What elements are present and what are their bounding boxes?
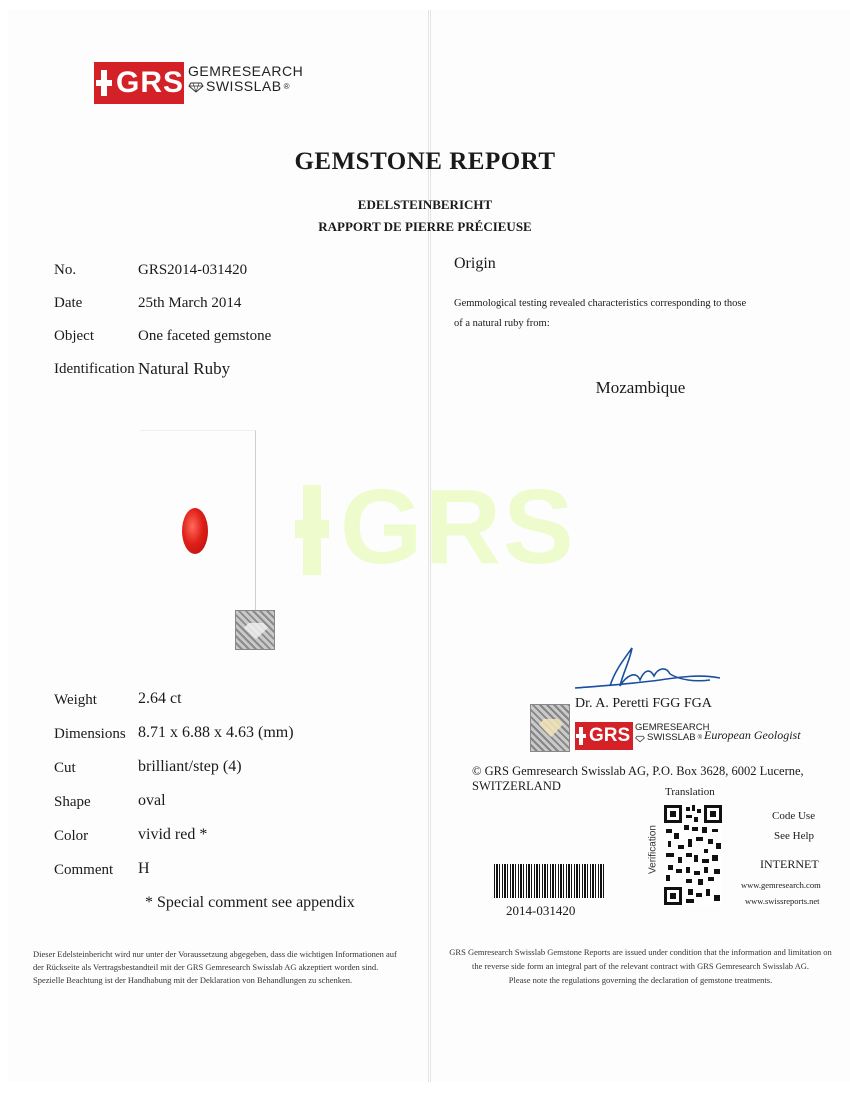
- field-value-object: One faceted gemstone: [138, 328, 272, 344]
- swiss-cross-icon: [94, 62, 116, 104]
- translation-label: Translation: [665, 786, 715, 798]
- report-title: GEMSTONE REPORT: [294, 148, 556, 175]
- registered-mark: ®: [283, 81, 290, 91]
- verification-label-wrapper: [640, 808, 660, 898]
- logo-line-swisslab: SWISSLAB: [206, 78, 282, 95]
- origin-text-line2: of a natural ruby from:: [454, 318, 550, 329]
- hologram-diamond-icon-small: [539, 719, 563, 737]
- field-value-date: 25th March 2014: [138, 295, 242, 311]
- logo-line-swisslab-small: SWISSLAB: [647, 732, 696, 744]
- website-swissreports-link[interactable]: www.swissreports.net: [745, 896, 820, 906]
- legal-notice-english-line1: GRS Gemresearch Swisslab Gemstone Reports are issued under condition that the information and limitation on: [449, 947, 832, 957]
- watermark-text: GRS: [340, 468, 576, 586]
- website-gemresearch-link[interactable]: www.gemresearch.com: [741, 880, 821, 890]
- qr-code[interactable]: [664, 805, 722, 905]
- prop-label-weight: Weight: [54, 692, 97, 708]
- report-subtitle-french: RAPPORT DE PIERRE PRÉCIEUSE: [318, 219, 532, 234]
- prop-value-cut: brilliant/step (4): [138, 758, 242, 775]
- prop-label-dimensions: Dimensions: [54, 726, 126, 742]
- ruby-gemstone-image: [182, 508, 208, 554]
- see-help-label: See Help: [774, 830, 815, 842]
- field-value-number: GRS2014-031420: [138, 262, 248, 278]
- signature-image: [570, 640, 730, 700]
- logo-line-swisslab-row-small: [635, 733, 709, 743]
- logo-line-swisslab-row: [188, 79, 303, 94]
- internet-label: INTERNET: [760, 857, 819, 871]
- field-label-number: No.: [54, 262, 77, 278]
- legal-notice-english-line2: the reverse side form an integral part of the relevant contract with GRS Gemresearch Swisslab AG.: [471, 961, 810, 972]
- swiss-cross-icon-small: [575, 722, 589, 750]
- grs-logo: [94, 52, 304, 114]
- prop-label-shape: Shape: [54, 794, 91, 810]
- hologram-seal: [235, 610, 275, 650]
- prop-value-weight: 2.64 ct: [138, 690, 182, 707]
- hologram-diamond-icon: [244, 623, 268, 639]
- field-label-identification: Identification: [54, 361, 135, 377]
- prop-label-color: Color: [54, 828, 89, 844]
- prop-value-dimensions: 8.71 x 6.88 x 4.63 (mm): [138, 724, 294, 741]
- grs-logo-small: [575, 718, 710, 754]
- prop-label-comment: Comment: [54, 862, 114, 878]
- signer-title: European Geologist: [704, 728, 801, 742]
- report-subtitle-german: EDELSTEINBERICHT: [357, 197, 493, 212]
- field-label-object: Object: [54, 328, 94, 344]
- grs-logo-box: [94, 62, 184, 104]
- barcode-number: 2014-031420: [506, 903, 576, 918]
- special-comment-note: * Special comment see appendix: [145, 894, 355, 911]
- grs-logo-text: GRS: [115, 66, 184, 99]
- grs-watermark: [295, 468, 576, 595]
- prop-label-cut: Cut: [54, 760, 76, 776]
- grs-logo-wordmark: [188, 64, 303, 95]
- field-value-identification: Natural Ruby: [138, 359, 231, 378]
- copyright-address: © GRS Gemresearch Swisslab AG, P.O. Box 3628, 6002 Lucerne, SWITZERLAND: [472, 764, 804, 793]
- legal-notice-german: Dieser Edelsteinbericht wird nur unter der Voraussetzung abgegeben, dass die wichtigen Informationen auf der Rückseite als Vertragsbestandteil mit der GRS Gemresearch Swisslab AG akzeptiert worden sind. Spezielle Beachtung ist der Handhabung mit der Deklaration von Behandlungen zu schenken.: [33, 949, 397, 985]
- code-use-label: Code Use: [772, 810, 816, 822]
- diamond-icon: [188, 82, 204, 93]
- hologram-seal-small: [530, 704, 570, 752]
- signer-name: Dr. A. Peretti FGG FGA: [575, 696, 712, 711]
- prop-value-comment: H: [138, 860, 150, 877]
- grs-logo-wordmark-small: [635, 723, 709, 744]
- grs-logo-box-small: [575, 722, 633, 750]
- registered-mark-small: ®: [697, 735, 702, 742]
- prop-value-shape: oval: [138, 792, 166, 809]
- prop-value-color: vivid red *: [138, 826, 208, 843]
- grs-logo-text-small: GRS: [589, 725, 631, 746]
- origin-text-line1: Gemmological testing revealed characteristics corresponding to those: [454, 298, 747, 309]
- origin-country: Mozambique: [595, 378, 686, 397]
- diamond-icon-small: [635, 735, 645, 743]
- legal-notice-english: [430, 945, 850, 987]
- field-label-date: Date: [54, 295, 83, 311]
- verification-label: Verification: [647, 825, 659, 874]
- watermark-cross-icon: [295, 475, 335, 585]
- legal-notice-english-line3: Please note the regulations governing the declaration of gemstone treatments.: [508, 975, 773, 986]
- barcode: [494, 864, 604, 898]
- origin-heading: Origin: [454, 255, 496, 272]
- logo-line-gemresearch: GEMRESEARCH: [188, 63, 304, 79]
- logo-line-gemresearch-small: GEMRESEARCH: [635, 722, 710, 733]
